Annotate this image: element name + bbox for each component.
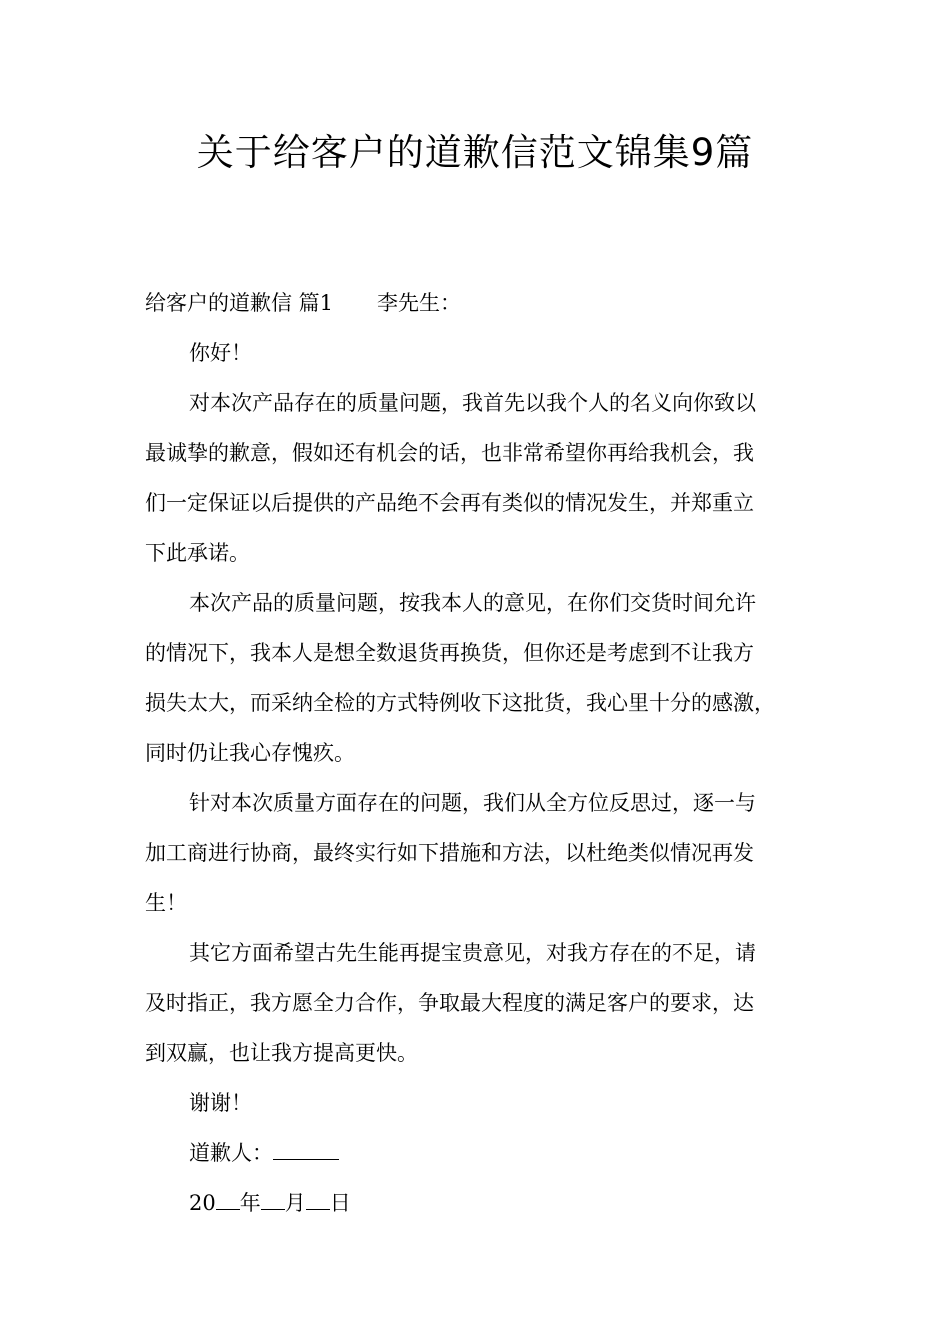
paragraph-line: 其它方面希望古先生能再提宝贵意见，对我方存在的不足，请: [189, 941, 756, 965]
heading-line: [145, 278, 825, 328]
paragraph-line: 同时仍让我心存愧疚。: [145, 741, 355, 765]
paragraph-line: 加工商进行协商，最终实行如下措施和方法，以杜绝类似情况再发: [145, 841, 754, 865]
date-day-label: 日: [329, 1191, 351, 1215]
paragraph-line: 对本次产品存在的质量问题，我首先以我个人的名义向你致以: [189, 391, 756, 415]
paragraph-line: 及时指正，我方愿全力合作，争取最大程度的满足客户的要求，达: [145, 991, 754, 1015]
salutation: 李先生：: [377, 291, 462, 315]
part-label: 给客户的道歉信 篇1: [145, 291, 334, 315]
paragraph-line: 到双赢，也让我方提高更快。: [145, 1041, 418, 1065]
signature-label: 道歉人：: [189, 1141, 273, 1165]
letter-body: [145, 278, 825, 1228]
signature-blank: [273, 1145, 339, 1160]
date-line: [145, 1178, 825, 1228]
paragraph-line: 的情况下，我本人是想全数退货再换货，但你还是考虑到不让我方: [145, 641, 754, 665]
paragraph-line: 本次产品的质量问题，按我本人的意见，在你们交货时间允许: [189, 591, 756, 615]
signature-line: [145, 1128, 825, 1178]
paragraph-line: 最诚挚的歉意，假如还有机会的话，也非常希望你再给我机会，我: [145, 441, 754, 465]
paragraph-line: 下此承诺。: [145, 541, 250, 565]
date-year-prefix: 20: [189, 1191, 216, 1215]
document-title: 关于给客户的道歉信范文锦集9篇: [196, 131, 754, 174]
thanks-line: 谢谢！: [189, 1091, 252, 1115]
date-month-label: 月: [284, 1191, 306, 1215]
paragraph-line: 损失太大，而采纳全检的方式特例收下这批货，我心里十分的感激，: [145, 691, 775, 715]
greeting-line: 你好！: [189, 341, 252, 365]
paragraph-line: 针对本次质量方面存在的问题，我们从全方位反思过，逐一与: [189, 791, 756, 815]
day-blank: [306, 1195, 330, 1210]
month-blank: [261, 1195, 285, 1210]
paragraph-line: 生！: [145, 891, 187, 915]
paragraph-line: 们一定保证以后提供的产品绝不会再有类似的情况发生，并郑重立: [145, 491, 754, 515]
date-year-label: 年: [239, 1191, 261, 1215]
year-blank: [216, 1195, 240, 1210]
